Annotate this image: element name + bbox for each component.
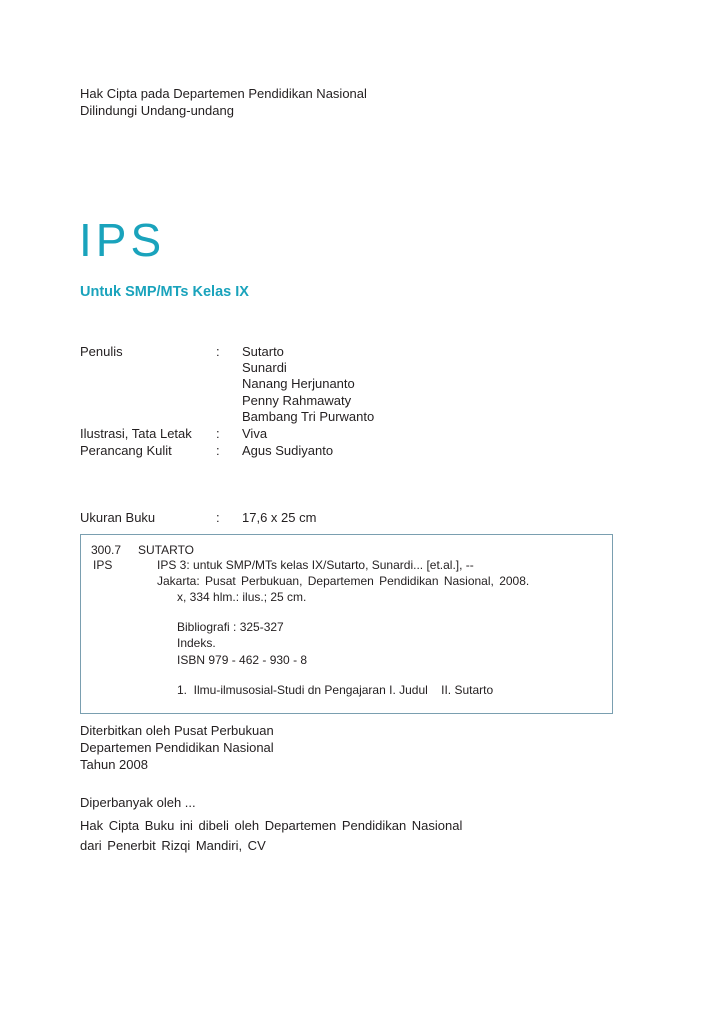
- copyright-notice: [80, 85, 367, 119]
- illustration-label: Ilustrasi, Tata Letak: [80, 426, 192, 441]
- protection-line: Dilindungi Undang-undang: [80, 103, 234, 118]
- copied-by: Diperbanyak oleh ...: [80, 795, 196, 810]
- publication-year: Tahun 2008: [80, 757, 148, 772]
- catalog-record-box: [80, 534, 613, 714]
- separator: :: [216, 510, 220, 525]
- illustration-value: Viva: [242, 426, 268, 441]
- title-statement: IPS 3: untuk SMP/MTs kelas IX/Sutarto, Sunardi... [et.al.], --: [157, 558, 474, 572]
- bibliography-note: Bibliografi : 325-327: [177, 620, 284, 634]
- imprint: Jakarta: Pusat Perbukuan, Departemen Pendidikan Nasional, 2008.: [157, 574, 530, 588]
- author-label: Penulis: [80, 344, 123, 359]
- purchase-line: Hak Cipta Buku ini dibeli oleh Departemen Pendidikan Nasional: [80, 818, 463, 833]
- purchase-line: dari Penerbit Rizqi Mandiri, CV: [80, 838, 266, 853]
- author-name: Sutarto: [242, 344, 284, 359]
- subject-entries: 1. Ilmu-ilmusosial-Studi dn Pengajaran I. Judul II. Sutarto: [177, 683, 494, 697]
- class-number: 300.7: [91, 543, 122, 557]
- author-name: Sunardi: [242, 360, 287, 375]
- cover-designer-value: Agus Sudiyanto: [242, 443, 334, 458]
- separator: :: [216, 344, 220, 359]
- publisher-line: Diterbitkan oleh Pusat Perbukuan: [80, 723, 274, 738]
- separator: :: [216, 426, 220, 441]
- publisher-info: [80, 722, 274, 773]
- publisher-line: Departemen Pendidikan Nasional: [80, 740, 274, 755]
- isbn: ISBN 979 - 462 - 930 - 8: [177, 653, 308, 667]
- book-subtitle: Untuk SMP/MTs Kelas IX: [80, 284, 249, 300]
- copyright-line: Hak Cipta pada Departemen Pendidikan Nasional: [80, 86, 367, 101]
- author-name: Penny Rahmawaty: [242, 393, 352, 408]
- cover-designer-label: Perancang Kulit: [80, 443, 172, 458]
- book-size-label: Ukuran Buku: [80, 510, 156, 525]
- book-title: IPS: [79, 214, 166, 266]
- separator: :: [216, 443, 220, 458]
- physical-description: x, 334 hlm.: ilus.; 25 cm.: [177, 590, 307, 604]
- purchase-notice: [80, 816, 462, 856]
- author-name: Nanang Herjunanto: [242, 376, 355, 391]
- index-note: Indeks.: [177, 636, 216, 650]
- author-name: Bambang Tri Purwanto: [242, 409, 375, 424]
- class-code: IPS: [93, 558, 113, 572]
- main-entry: SUTARTO: [138, 543, 195, 557]
- book-size-value: 17,6 x 25 cm: [242, 510, 317, 525]
